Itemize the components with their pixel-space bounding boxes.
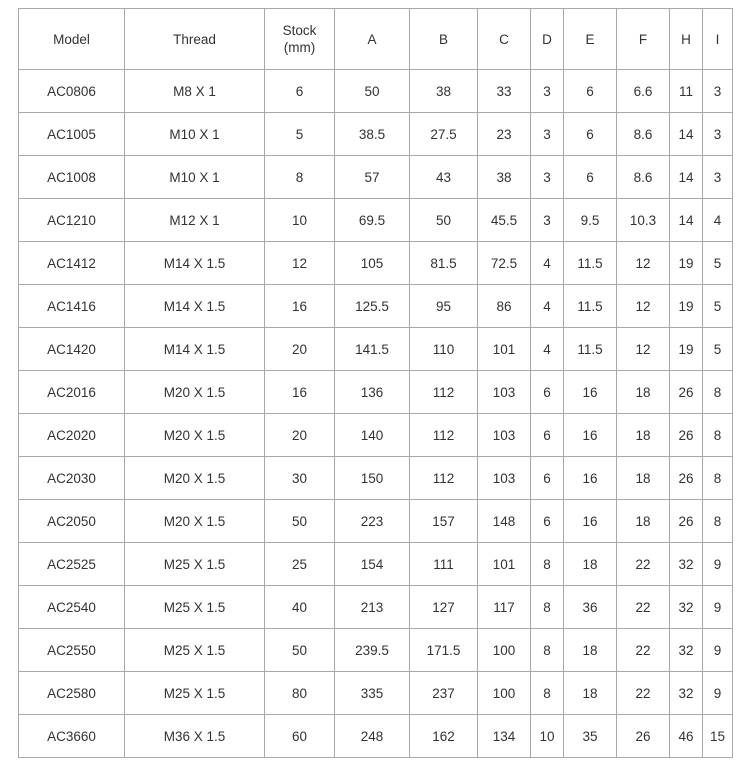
cell-a: 213 — [335, 586, 410, 629]
cell-b: 111 — [410, 543, 478, 586]
cell-b: 43 — [410, 156, 478, 199]
cell-b: 157 — [410, 500, 478, 543]
cell-c: 72.5 — [478, 242, 531, 285]
table-row — [19, 156, 733, 199]
cell-h: 26 — [670, 414, 703, 457]
cell-d: 10 — [531, 715, 564, 758]
cell-i: 8 — [703, 371, 733, 414]
cell-a: 69.5 — [335, 199, 410, 242]
cell-thread: M25 X 1.5 — [125, 629, 265, 672]
cell-c: 101 — [478, 328, 531, 371]
cell-d: 6 — [531, 500, 564, 543]
cell-a: 150 — [335, 457, 410, 500]
header-h: H — [670, 9, 703, 70]
cell-thread: M25 X 1.5 — [125, 672, 265, 715]
cell-i: 8 — [703, 414, 733, 457]
cell-f: 6.6 — [617, 70, 670, 113]
cell-i: 8 — [703, 457, 733, 500]
header-row — [19, 9, 733, 70]
cell-b: 171.5 — [410, 629, 478, 672]
cell-f: 22 — [617, 672, 670, 715]
table-row — [19, 715, 733, 758]
cell-c: 148 — [478, 500, 531, 543]
spec-table — [18, 8, 733, 758]
table-row — [19, 586, 733, 629]
cell-thread: M10 X 1 — [125, 156, 265, 199]
cell-i: 3 — [703, 113, 733, 156]
cell-e: 36 — [564, 586, 617, 629]
cell-model: AC0806 — [19, 70, 125, 113]
cell-c: 103 — [478, 371, 531, 414]
header-stock — [265, 9, 335, 70]
cell-stock: 50 — [265, 629, 335, 672]
cell-b: 112 — [410, 457, 478, 500]
cell-a: 38.5 — [335, 113, 410, 156]
cell-f: 12 — [617, 285, 670, 328]
table-row — [19, 629, 733, 672]
table-row — [19, 113, 733, 156]
cell-stock: 5 — [265, 113, 335, 156]
header-e: E — [564, 9, 617, 70]
cell-b: 162 — [410, 715, 478, 758]
cell-stock: 20 — [265, 328, 335, 371]
cell-stock: 6 — [265, 70, 335, 113]
cell-b: 81.5 — [410, 242, 478, 285]
cell-b: 110 — [410, 328, 478, 371]
cell-c: 100 — [478, 672, 531, 715]
cell-thread: M8 X 1 — [125, 70, 265, 113]
cell-h: 11 — [670, 70, 703, 113]
cell-stock: 16 — [265, 371, 335, 414]
cell-stock: 60 — [265, 715, 335, 758]
cell-d: 4 — [531, 242, 564, 285]
cell-i: 4 — [703, 199, 733, 242]
cell-e: 6 — [564, 156, 617, 199]
cell-thread: M20 X 1.5 — [125, 371, 265, 414]
cell-d: 8 — [531, 586, 564, 629]
cell-c: 86 — [478, 285, 531, 328]
cell-e: 11.5 — [564, 285, 617, 328]
header-d: D — [531, 9, 564, 70]
cell-h: 19 — [670, 242, 703, 285]
cell-b: 237 — [410, 672, 478, 715]
cell-model: AC2020 — [19, 414, 125, 457]
header-i: I — [703, 9, 733, 70]
cell-e: 11.5 — [564, 242, 617, 285]
cell-a: 50 — [335, 70, 410, 113]
cell-a: 335 — [335, 672, 410, 715]
cell-thread: M14 X 1.5 — [125, 285, 265, 328]
cell-d: 8 — [531, 629, 564, 672]
header-a: A — [335, 9, 410, 70]
cell-c: 23 — [478, 113, 531, 156]
cell-f: 22 — [617, 629, 670, 672]
cell-model: AC1416 — [19, 285, 125, 328]
cell-d: 6 — [531, 371, 564, 414]
cell-d: 4 — [531, 328, 564, 371]
cell-c: 103 — [478, 457, 531, 500]
table-row — [19, 371, 733, 414]
table-row — [19, 70, 733, 113]
cell-model: AC3660 — [19, 715, 125, 758]
header-b: B — [410, 9, 478, 70]
cell-f: 18 — [617, 457, 670, 500]
cell-f: 22 — [617, 586, 670, 629]
cell-thread: M20 X 1.5 — [125, 457, 265, 500]
table-row — [19, 543, 733, 586]
cell-e: 9.5 — [564, 199, 617, 242]
cell-f: 18 — [617, 371, 670, 414]
cell-f: 22 — [617, 543, 670, 586]
cell-i: 8 — [703, 500, 733, 543]
cell-model: AC2525 — [19, 543, 125, 586]
cell-model: AC1412 — [19, 242, 125, 285]
cell-i: 9 — [703, 543, 733, 586]
cell-a: 239.5 — [335, 629, 410, 672]
cell-d: 3 — [531, 113, 564, 156]
cell-e: 18 — [564, 543, 617, 586]
cell-h: 14 — [670, 156, 703, 199]
table-row — [19, 328, 733, 371]
cell-model: AC2030 — [19, 457, 125, 500]
cell-thread: M14 X 1.5 — [125, 328, 265, 371]
cell-e: 16 — [564, 457, 617, 500]
cell-stock: 30 — [265, 457, 335, 500]
table-row — [19, 199, 733, 242]
cell-d: 8 — [531, 672, 564, 715]
cell-f: 8.6 — [617, 113, 670, 156]
cell-stock: 50 — [265, 500, 335, 543]
header-stock-label: Stock — [282, 23, 317, 38]
cell-b: 50 — [410, 199, 478, 242]
cell-i: 9 — [703, 629, 733, 672]
table-row — [19, 457, 733, 500]
cell-d: 3 — [531, 70, 564, 113]
cell-c: 134 — [478, 715, 531, 758]
cell-h: 32 — [670, 672, 703, 715]
cell-c: 117 — [478, 586, 531, 629]
cell-d: 6 — [531, 414, 564, 457]
cell-thread: M14 X 1.5 — [125, 242, 265, 285]
cell-f: 18 — [617, 500, 670, 543]
cell-thread: M20 X 1.5 — [125, 414, 265, 457]
cell-model: AC2540 — [19, 586, 125, 629]
cell-i: 15 — [703, 715, 733, 758]
header-f: F — [617, 9, 670, 70]
cell-a: 141.5 — [335, 328, 410, 371]
cell-model: AC1005 — [19, 113, 125, 156]
cell-thread: M25 X 1.5 — [125, 543, 265, 586]
cell-c: 101 — [478, 543, 531, 586]
cell-d: 3 — [531, 199, 564, 242]
cell-h: 46 — [670, 715, 703, 758]
table-row — [19, 242, 733, 285]
cell-stock: 20 — [265, 414, 335, 457]
cell-e: 35 — [564, 715, 617, 758]
cell-stock: 25 — [265, 543, 335, 586]
header-c: C — [478, 9, 531, 70]
cell-a: 57 — [335, 156, 410, 199]
cell-a: 223 — [335, 500, 410, 543]
cell-i: 3 — [703, 156, 733, 199]
cell-b: 95 — [410, 285, 478, 328]
cell-c: 33 — [478, 70, 531, 113]
cell-d: 3 — [531, 156, 564, 199]
cell-e: 11.5 — [564, 328, 617, 371]
cell-model: AC2016 — [19, 371, 125, 414]
header-stock-unit: (mm) — [283, 40, 316, 55]
cell-h: 26 — [670, 500, 703, 543]
cell-f: 12 — [617, 242, 670, 285]
cell-stock: 16 — [265, 285, 335, 328]
cell-i: 5 — [703, 328, 733, 371]
cell-model: AC1008 — [19, 156, 125, 199]
cell-i: 9 — [703, 672, 733, 715]
cell-stock: 8 — [265, 156, 335, 199]
cell-b: 112 — [410, 371, 478, 414]
cell-c: 38 — [478, 156, 531, 199]
cell-f: 26 — [617, 715, 670, 758]
cell-a: 105 — [335, 242, 410, 285]
cell-model: AC1210 — [19, 199, 125, 242]
cell-i: 3 — [703, 70, 733, 113]
cell-thread: M25 X 1.5 — [125, 586, 265, 629]
cell-h: 14 — [670, 199, 703, 242]
cell-e: 6 — [564, 113, 617, 156]
cell-b: 38 — [410, 70, 478, 113]
cell-c: 103 — [478, 414, 531, 457]
cell-c: 45.5 — [478, 199, 531, 242]
cell-a: 125.5 — [335, 285, 410, 328]
spec-table-container — [18, 8, 733, 758]
table-row — [19, 414, 733, 457]
cell-c: 100 — [478, 629, 531, 672]
cell-a: 154 — [335, 543, 410, 586]
cell-e: 6 — [564, 70, 617, 113]
cell-e: 16 — [564, 414, 617, 457]
cell-d: 6 — [531, 457, 564, 500]
cell-d: 4 — [531, 285, 564, 328]
cell-stock: 10 — [265, 199, 335, 242]
cell-e: 16 — [564, 500, 617, 543]
cell-stock: 80 — [265, 672, 335, 715]
cell-thread: M12 X 1 — [125, 199, 265, 242]
cell-h: 26 — [670, 371, 703, 414]
cell-e: 18 — [564, 629, 617, 672]
cell-thread: M20 X 1.5 — [125, 500, 265, 543]
cell-d: 8 — [531, 543, 564, 586]
cell-i: 9 — [703, 586, 733, 629]
cell-model: AC1420 — [19, 328, 125, 371]
cell-b: 127 — [410, 586, 478, 629]
cell-h: 32 — [670, 629, 703, 672]
header-model: Model — [19, 9, 125, 70]
cell-model: AC2050 — [19, 500, 125, 543]
cell-e: 16 — [564, 371, 617, 414]
cell-a: 140 — [335, 414, 410, 457]
table-row — [19, 500, 733, 543]
cell-h: 19 — [670, 285, 703, 328]
table-row — [19, 672, 733, 715]
cell-i: 5 — [703, 242, 733, 285]
cell-i: 5 — [703, 285, 733, 328]
cell-a: 248 — [335, 715, 410, 758]
cell-a: 136 — [335, 371, 410, 414]
cell-h: 26 — [670, 457, 703, 500]
cell-model: AC2580 — [19, 672, 125, 715]
table-row — [19, 285, 733, 328]
cell-b: 27.5 — [410, 113, 478, 156]
cell-thread: M36 X 1.5 — [125, 715, 265, 758]
cell-thread: M10 X 1 — [125, 113, 265, 156]
cell-b: 112 — [410, 414, 478, 457]
cell-h: 19 — [670, 328, 703, 371]
header-thread: Thread — [125, 9, 265, 70]
cell-stock: 12 — [265, 242, 335, 285]
cell-model: AC2550 — [19, 629, 125, 672]
cell-h: 32 — [670, 586, 703, 629]
cell-f: 10.3 — [617, 199, 670, 242]
cell-e: 18 — [564, 672, 617, 715]
cell-h: 14 — [670, 113, 703, 156]
cell-stock: 40 — [265, 586, 335, 629]
cell-f: 8.6 — [617, 156, 670, 199]
cell-f: 18 — [617, 414, 670, 457]
cell-f: 12 — [617, 328, 670, 371]
cell-h: 32 — [670, 543, 703, 586]
